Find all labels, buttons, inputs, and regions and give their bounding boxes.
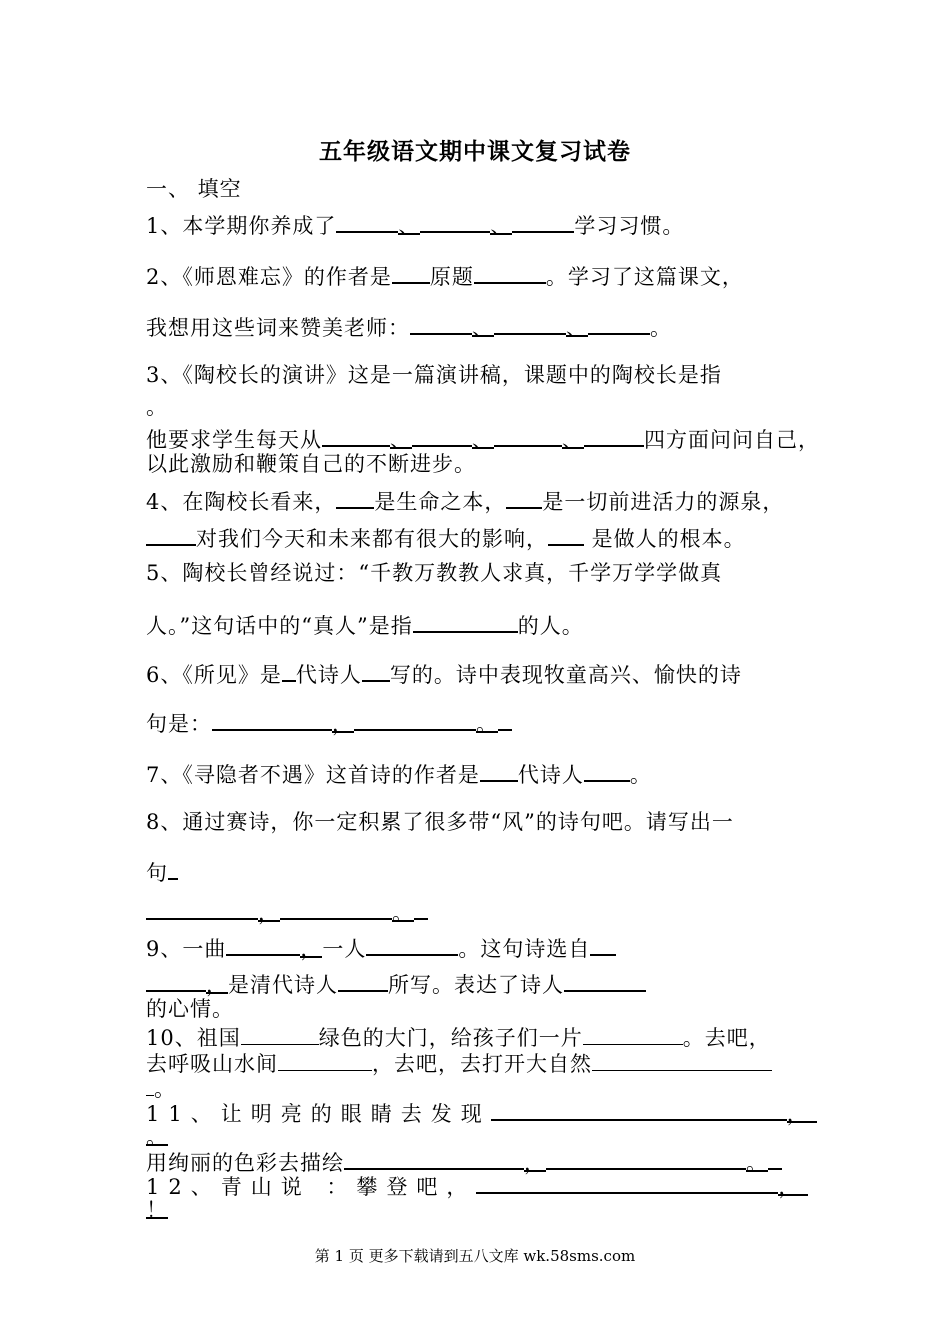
blank[interactable] [414,898,428,920]
q7-text: 7、《寻隐者不遇》这首诗的作者是 [146,763,480,787]
question-8-line3 [146,898,428,926]
q10-text-line2: 去呼吸山水间 [146,1052,278,1076]
q4-text-d: 是做人的根本。 [584,527,746,551]
q4-text-c: 对我们今天和未来都有很大的影响， [196,527,548,551]
blank[interactable] [168,858,178,880]
q9-text-mid: 一人 [322,937,367,961]
blank-sep: ， [258,901,280,925]
question-3: 3、《陶校长的演讲》这是一篇演讲稿，课题中的陶校长是指 [146,363,722,387]
q9-text: 9、一曲 [146,937,227,961]
q3-text-end: 四方面问问自己， [644,428,820,452]
question-9-line2 [146,970,646,998]
blank[interactable] [336,487,374,509]
question-5: 5、陶校长曾经说过：“千教万教教人求真，千学万学学做真 [146,561,723,585]
blank[interactable] [512,211,574,233]
blank-sep: 、 [398,214,421,238]
blank[interactable] [410,313,472,335]
blank[interactable] [280,898,392,920]
blank-sep: 。 [146,1125,168,1149]
question-8: 8、通过赛诗，你一定积累了很多带“风”的诗句吧。请写出一 [146,810,734,834]
blank-sep: 、 [390,428,412,452]
blank[interactable] [474,262,546,284]
blank[interactable] [584,760,630,782]
question-1 [146,211,684,239]
blank[interactable] [278,1050,372,1071]
blank[interactable] [322,425,390,447]
q6-text-line2: 句是： [146,712,212,736]
blank[interactable] [338,970,388,992]
q8-text-line2: 句 [146,861,168,885]
blank[interactable] [420,211,490,233]
q11-text: 11、让明亮的眼睛去发现 [146,1102,491,1126]
q7-text-mid: 代诗人 [517,763,584,787]
blank[interactable] [366,934,458,956]
blank-sep: ， [524,1151,546,1175]
blank[interactable] [491,1099,787,1121]
question-10-line2 [146,1050,772,1077]
q10-text-line2-mid: ，去吧，去打开大自然 [372,1052,592,1076]
blank[interactable] [588,313,650,335]
q2-text-end: 。学习了这篇课文， [545,265,744,289]
q1-text: 1、本学期你养成了 [146,214,337,238]
question-4 [146,487,784,515]
blank-sep: 、 [566,316,588,340]
blank-sep: 。 [392,901,414,925]
q10-text-a: 绿色的大门，给孩子们一片 [318,1026,583,1050]
q10-end: 。 [154,1077,176,1101]
q10-text: 10、祖国 [146,1026,241,1050]
blank[interactable] [392,262,430,284]
blank[interactable] [506,487,542,509]
question-12-excl [146,1197,168,1223]
blank[interactable] [476,1172,778,1194]
blank-sep: ， [300,937,323,961]
q10-text-b: 。去吧， [682,1026,771,1050]
blank-sep: 。 [746,1151,768,1175]
q4-text: 4、在陶校长看来， [146,490,337,514]
q2-text-line2: 我想用这些词来赞美老师： [146,316,410,340]
q6-text-end: 写的。诗中表现牧童高兴、愉快的诗 [389,663,742,687]
question-9-line3: 的心情。 [146,997,234,1021]
question-11-dot [146,1124,168,1150]
q9-text-line2b: 所写。表达了诗人 [388,973,564,997]
blank[interactable] [146,524,196,546]
question-10-line3 [146,1075,176,1102]
q2-text-mid: 原题 [429,265,474,289]
blank-sep: ， [332,712,354,736]
q9-text-line2a: 是清代诗人 [228,973,338,997]
question-3-line3 [146,425,820,453]
blank-sep: 、 [472,316,494,340]
blank[interactable] [590,934,616,956]
question-2 [146,262,744,290]
q7-end: 。 [629,763,652,787]
question-4-line2 [146,524,746,552]
q6-text-mid: 代诗人 [295,663,362,687]
blank-sep: 、 [490,214,513,238]
blank[interactable] [480,760,518,782]
blank[interactable] [494,313,566,335]
question-12 [146,1172,808,1200]
blank-sep: 。 [476,712,498,736]
blank[interactable] [412,425,472,447]
blank[interactable] [354,709,476,731]
blank[interactable] [564,970,646,992]
blank[interactable] [146,970,206,992]
question-3-line4: 以此激励和鞭策自己的不断进步。 [146,452,476,476]
blank[interactable] [584,425,644,447]
blank-sep: 、 [562,428,584,452]
q4-text-b: 是一切前进活力的源泉， [542,490,785,514]
question-9 [146,934,616,962]
q2-text: 2、《师恩难忘》的作者是 [146,265,392,289]
q11-text-line2: 用绚丽的色彩去描绘 [146,1151,344,1175]
blank[interactable] [146,1075,154,1096]
blank[interactable] [344,1148,524,1170]
blank[interactable] [548,524,584,546]
q4-text-a: 是生命之本， [374,490,507,514]
question-6-line2 [146,709,512,737]
question-10 [146,1024,771,1051]
blank[interactable] [146,898,258,920]
blank[interactable] [583,1024,683,1045]
question-7 [146,760,652,788]
blank-sep: ， [786,1102,817,1126]
section-heading: 一、 填空 [146,177,242,201]
q5-text: 人。”这句话中的“真人”是指 [146,614,413,638]
blank[interactable] [336,211,398,233]
blank[interactable] [241,1024,319,1045]
blank[interactable] [226,934,300,956]
blank[interactable] [362,660,390,682]
page-footer: 第 1 页 更多下载请到五八文库 wk.58sms.com [314,1247,636,1265]
blank[interactable] [413,611,518,633]
question-6 [146,660,742,688]
q2-end: 。 [650,316,672,340]
question-2-line2 [146,313,672,341]
q6-text: 6、《所见》是 [146,663,282,687]
blank[interactable] [212,709,332,731]
question-5-line2 [146,611,584,639]
page-title: 五年级语文期中课文复习试卷 [319,138,631,165]
q9-text-end: 。这句诗选自 [458,937,591,961]
q1-text-end: 学习习惯。 [574,214,685,238]
blank[interactable] [546,1148,746,1170]
blank[interactable] [282,660,296,682]
blank[interactable] [768,1148,782,1170]
q12-text: 12、青山说 ：攀登吧， [146,1175,477,1199]
blank-sep: ， [206,973,228,997]
blank[interactable] [494,425,562,447]
blank[interactable] [498,709,512,731]
q5-text-end: 的人。 [517,614,584,638]
blank-sep: ！ [146,1198,168,1222]
q3-text: 他要求学生每天从 [146,428,322,452]
blank-sep: ， [778,1175,809,1199]
blank[interactable] [592,1050,772,1071]
blank-sep: 、 [472,428,494,452]
question-11 [146,1099,817,1127]
question-3-dot: 。 [146,395,168,419]
question-8-line2 [146,858,178,886]
